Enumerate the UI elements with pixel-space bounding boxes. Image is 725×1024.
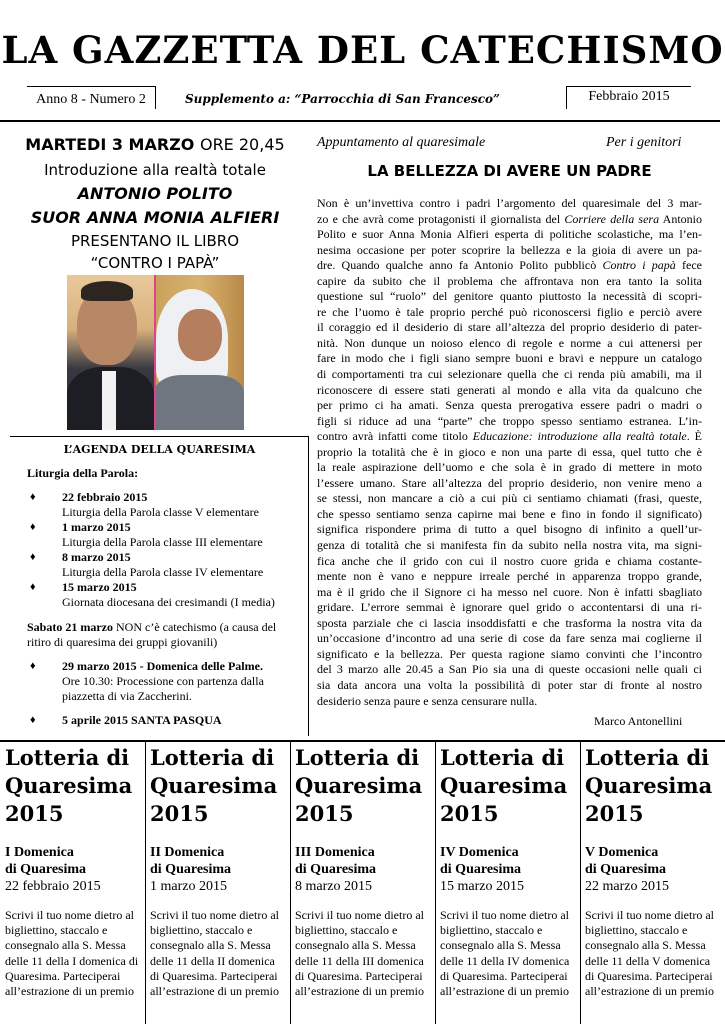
- speaker-name-1: ANTONIO POLITO: [77, 184, 233, 203]
- article-line: un’occasione d’incontro ad una serie di cose da fare senza mai coglierne il: [317, 631, 702, 646]
- coupon-sunday: IV Domenica di Quaresima: [440, 845, 522, 877]
- issue-date: Febbraio 2015: [566, 86, 691, 109]
- lottery-coupon: [580, 740, 725, 1024]
- lottery-coupon: [290, 740, 435, 1024]
- coupon-date: 1 marzo 2015: [150, 879, 227, 894]
- article-line: mente non è vano e neppure irreale perché in apparenza troppo grande,: [317, 569, 702, 584]
- issue-number: Anno 8 - Numero 2: [27, 86, 156, 109]
- coupon-title: Lotteria di Quaresima 2015: [440, 745, 568, 826]
- article-line: per primo ci ha amati. Senza questa prerogativa essere padri o madri o: [317, 398, 702, 413]
- article-line: nità. Non dunque un noioso elenco di regole e norme a cui attenersi per: [317, 335, 702, 350]
- event-announcement: [10, 132, 300, 274]
- article-line: capire da subito che il problema che affrontava non era tanto la solita: [317, 273, 702, 288]
- speaker-photo-man: [67, 275, 154, 430]
- coupon-date: 22 marzo 2015: [585, 879, 669, 894]
- header-divider: [0, 120, 720, 122]
- agenda-note: Sabato 21 marzo NON c’è catechismo (a causa del ritiro di quaresima dei gruppi giovanili): [27, 620, 277, 649]
- lottery-coupon: [435, 740, 580, 1024]
- article-line: di comportamenti tra cui selezionare quella che ci renda più amabili, ma il: [317, 367, 702, 382]
- article-line: del 3 marzo alle 20.45 a San Pio sia una di queste occasioni nelle quali ci: [317, 662, 702, 677]
- coupon-instructions: Scrivi il tuo nome dietro al bigliettino, staccalo e consegnalo alla S. Messa delle 11 della II domenica di Quaresima. Parteciperai all’estrazione di un premio: [150, 908, 279, 999]
- coupon-separator: [145, 740, 146, 1024]
- article-category: Per i genitori: [606, 135, 682, 150]
- agenda-item: ♦ 1 marzo 2015 Liturgia della Parola classe III elementare: [30, 520, 263, 549]
- coupon-title: Lotteria di Quaresima 2015: [295, 745, 423, 826]
- agenda-item-palme: ♦ 29 marzo 2015 - Domenica delle Palme. Ore 10.30: Processione con partenza dalla piazzetta di via Zaccherini.: [30, 659, 264, 703]
- speaker-name-2: SUOR ANNA MONIA ALFIERI: [30, 208, 280, 227]
- article-line: contro avrà infatti come titolo Educazione: introduzione alla realtà totale. È: [317, 429, 702, 444]
- coupon-instructions: Scrivi il tuo nome dietro al bigliettino, staccalo e consegnalo alla S. Messa delle 11 della III domenica di Quaresima. Parteciperai all’estrazione di un premio: [295, 908, 424, 999]
- coupon-title: Lotteria di Quaresima 2015: [5, 745, 133, 826]
- article-line: desiderio senza paure e senza censurare nulla.: [317, 693, 538, 708]
- article-line: riconoscere di essere stati generati al mondo e alla vita da qualcuno che: [317, 382, 702, 397]
- article-line: fica anche che il grido con cui il nostro cuore grida e chiama costante-: [317, 553, 702, 568]
- subtitle-bar: [0, 84, 725, 112]
- coupon-sunday: I Domenica di Quaresima: [5, 845, 87, 877]
- diamond-bullet-icon: ♦: [30, 660, 36, 672]
- coupon-sunday: III Domenica di Quaresima: [295, 845, 377, 877]
- coupon-date: 15 marzo 2015: [440, 879, 524, 894]
- event-datetime: MARTEDI 3 MARZO ORE 20,45: [25, 135, 285, 154]
- coupon-date: 22 febbraio 2015: [5, 879, 101, 894]
- article-line: proprio la totalità che è in gioco e non una parte di essa, quel tutto che è: [317, 444, 702, 459]
- agenda-top-rule: [10, 436, 308, 437]
- article-line: significato e la bellezza. Per questa ragione siamo convinti che l’incontro: [317, 646, 702, 661]
- article-line: Non è un’invettiva contro i padri l’argomento del quaresimale del 3 mar-: [317, 196, 702, 210]
- article-line: l’essere umano. Stare all’altezza del proprio desiderio, non venire meno a: [317, 475, 702, 490]
- lottery-section: [0, 740, 725, 1024]
- agenda-title: L’AGENDA DELLA QUARESIMA: [63, 443, 256, 456]
- article-body: [317, 196, 702, 709]
- article-line: fare in modo che i figli siano sempre buoni e bravi e neppure un catalogo: [317, 351, 702, 366]
- newspaper-title: LA GAZZETTA DEL CATECHISMO: [1, 28, 724, 72]
- coupon-separator: [580, 740, 581, 1024]
- article-line: sposta parziale che ci lascia insoddisfatti e che trasforma la nostra vita da: [317, 615, 702, 630]
- article-line: figli si riduce ad una “parte” che troppo spesso sentiamo estranea. L’in-: [317, 413, 702, 428]
- present-line-1: PRESENTANO IL LIBRO: [70, 232, 240, 250]
- coupon-date: 8 marzo 2015: [295, 879, 372, 894]
- article-line: genza di totalità che si manifesta fin da subito nella nostra vita, ma signi-: [317, 538, 702, 553]
- article-line: sia data ancora una volta la possibilità di poter star di fronte al nostro: [317, 677, 702, 692]
- coupon-title: Lotteria di Quaresima 2015: [585, 745, 713, 826]
- coupon-title: Lotteria di Quaresima 2015: [150, 745, 278, 826]
- book-title: “CONTRO I PAPÀ”: [90, 254, 220, 272]
- column-divider: [308, 436, 309, 736]
- coupon-sunday: II Domenica di Quaresima: [150, 845, 232, 877]
- supplement-label: Supplemento a: “Parrocchia di San Francesco”: [185, 92, 500, 106]
- lottery-coupon: [0, 740, 145, 1024]
- diamond-bullet-icon: ♦: [30, 521, 36, 533]
- article-line: ma è il grido che il Signore ci ha messo nel cuore. Non è infatti sbagliato: [317, 584, 702, 599]
- article-line: dre. Quando qualche anno fa Antonio Polito pubblicò Contro i papà fece: [317, 258, 702, 273]
- coupon-instructions: Scrivi il tuo nome dietro al bigliettino, staccalo e consegnalo alla S. Messa delle 11 della IV domenica di Quaresima. Parteciperai all’estrazione di un premio: [440, 908, 570, 999]
- photo-divider: [154, 275, 156, 430]
- agenda-item: ♦ 22 febbraio 2015 Liturgia della Parola classe V elementare: [30, 490, 259, 519]
- agenda-box: [27, 442, 302, 728]
- lottery-coupon: [145, 740, 290, 1024]
- coupon-sunday: V Domenica di Quaresima: [585, 845, 667, 877]
- article-line: zo e che avrà come protagonisti il giornalista del Corriere della sera Antonio: [317, 211, 703, 226]
- diamond-bullet-icon: ♦: [30, 551, 36, 563]
- article-kicker: Appuntamento al quaresimale: [317, 135, 486, 150]
- agenda-section: Liturgia della Parola:: [27, 466, 139, 480]
- article-line: gridare. L’errore semmai è ignorare quel grido o accontentarsi di una ri-: [317, 600, 702, 615]
- coupon-separator: [435, 740, 436, 1024]
- speaker-photo-nun: [154, 275, 244, 430]
- diamond-bullet-icon: ♦: [30, 581, 36, 593]
- article-line: che spesso sentiamo senza capirne mai bene e fino in fondo il significato): [317, 506, 702, 521]
- agenda-item: ♦ 8 marzo 2015 Liturgia della Parola classe IV elementare: [30, 550, 264, 579]
- diamond-bullet-icon: ♦: [30, 714, 36, 726]
- coupon-instructions: Scrivi il tuo nome dietro al bigliettino, staccalo e consegnalo alla S. Messa delle 11 della V domenica di Quaresima. Parteciperai all’estrazione di un premio: [585, 908, 714, 999]
- agenda-item-pasqua: ♦ 5 aprile 2015 SANTA PASQUA: [30, 713, 222, 727]
- coupon-separator: [290, 740, 291, 1024]
- diamond-bullet-icon: ♦: [30, 491, 36, 503]
- article-line: significa rispondere prima di tutto a quel bisogno di infinito a quell’ur-: [317, 522, 702, 537]
- article-line: se stessi, non mancare a ciò a cui più ci sentiamo chiamati (frasi, queste,: [317, 491, 702, 506]
- article-author: Marco Antonellini: [594, 714, 683, 728]
- article-line: questione sul “ruolo” del genitore quanto piuttosto la necessità di scopri-: [317, 289, 702, 304]
- article-line: il coraggio ed il desiderio di stare all’altezza del proprio desiderio di pater-: [317, 320, 702, 335]
- article-line: la reale aspirazione dell’uomo e che sola è in grado di mettere in moto: [317, 460, 702, 475]
- agenda-item: ♦ 15 marzo 2015 Giornata diocesana dei cresimandi (I media): [30, 580, 275, 609]
- article-headline: LA BELLEZZA DI AVERE UN PADRE: [367, 162, 652, 180]
- article-line: re che l’uomo è tale proprio perché può riconoscersi figlio e perciò avere: [317, 304, 702, 319]
- article-line: Polito e suor Anna Monia Alfieri esperta di politiche scolastiche, ma l’en-: [317, 227, 702, 242]
- article-line: nesima occasione per poter scoprire la bellezza e la gioia di avere un pa-: [317, 242, 702, 257]
- event-intro: Introduzione alla realtà totale: [44, 161, 266, 179]
- coupon-instructions: Scrivi il tuo nome dietro al bigliettino, staccalo e consegnalo alla S. Messa delle 11 della I domenica di Quaresima. Parteciperai all’estrazione di un premio: [5, 908, 139, 999]
